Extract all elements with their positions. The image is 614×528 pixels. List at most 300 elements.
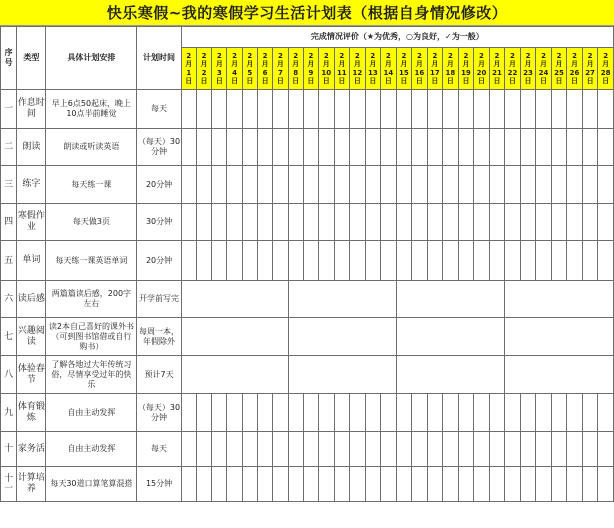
evaluation-cell[interactable] — [443, 467, 459, 502]
row-time: 每天 — [137, 432, 181, 467]
row-type: 单词 — [17, 241, 46, 281]
evaluation-cell[interactable] — [396, 241, 412, 281]
row-time: 20分钟 — [137, 241, 181, 281]
evaluation-cell[interactable] — [365, 90, 381, 129]
row-number: 六 — [1, 281, 17, 318]
evaluation-cell[interactable] — [288, 467, 303, 502]
evaluation-cell[interactable] — [365, 204, 381, 241]
evaluation-cell[interactable] — [474, 394, 490, 432]
evaluation-cell[interactable] — [350, 467, 366, 502]
evaluation-cell[interactable] — [489, 394, 505, 432]
evaluation-cell[interactable] — [350, 204, 366, 241]
date-header-10: 2 月 10 日 — [319, 48, 335, 90]
evaluation-cell[interactable] — [181, 394, 196, 432]
evaluation-cell[interactable] — [196, 432, 211, 467]
evaluation-cell[interactable] — [427, 204, 443, 241]
evaluation-cell[interactable] — [582, 432, 598, 467]
evaluation-cell[interactable] — [181, 204, 196, 241]
evaluation-cell[interactable] — [505, 467, 521, 502]
evaluation-cell[interactable] — [257, 467, 272, 502]
evaluation-cell[interactable] — [288, 318, 396, 356]
evaluation-cell[interactable] — [242, 204, 257, 241]
row-number: 五 — [1, 241, 17, 281]
evaluation-cell[interactable] — [505, 318, 614, 356]
evaluation-cell[interactable] — [365, 166, 381, 204]
evaluation-cell[interactable] — [212, 467, 227, 502]
evaluation-cell[interactable] — [242, 129, 257, 166]
evaluation-cell[interactable] — [567, 394, 583, 432]
evaluation-cell[interactable] — [350, 90, 366, 129]
evaluation-cell[interactable] — [520, 166, 536, 204]
evaluation-cell[interactable] — [288, 166, 303, 204]
evaluation-cell[interactable] — [319, 166, 335, 204]
evaluation-cell[interactable] — [536, 90, 552, 129]
evaluation-cell[interactable] — [505, 281, 614, 318]
evaluation-cell[interactable] — [381, 204, 397, 241]
evaluation-cell[interactable] — [181, 90, 196, 129]
evaluation-cell[interactable] — [396, 318, 505, 356]
evaluation-cell[interactable] — [582, 129, 598, 166]
row-time: 预计7天 — [137, 356, 181, 394]
evaluation-cell[interactable] — [350, 432, 366, 467]
evaluation-cell[interactable] — [505, 166, 521, 204]
evaluation-cell[interactable] — [257, 166, 272, 204]
evaluation-cell[interactable] — [474, 241, 490, 281]
evaluation-cell[interactable] — [458, 90, 474, 129]
evaluation-cell[interactable] — [582, 90, 598, 129]
evaluation-cell[interactable] — [319, 394, 335, 432]
evaluation-cell[interactable] — [489, 432, 505, 467]
date-header-20: 2 月 20 日 — [474, 48, 490, 90]
evaluation-cell[interactable] — [458, 467, 474, 502]
evaluation-cell[interactable] — [520, 432, 536, 467]
evaluation-cell[interactable] — [598, 90, 614, 129]
evaluation-cell[interactable] — [396, 394, 412, 432]
evaluation-cell[interactable] — [273, 241, 288, 281]
evaluation-cell[interactable] — [567, 241, 583, 281]
evaluation-cell[interactable] — [196, 241, 211, 281]
row-plan: 早上6点50起床，晚上10点半前睡觉 — [46, 90, 137, 129]
evaluation-cell[interactable] — [598, 204, 614, 241]
evaluation-cell[interactable] — [443, 204, 459, 241]
evaluation-cell[interactable] — [427, 432, 443, 467]
evaluation-cell[interactable] — [551, 394, 567, 432]
evaluation-cell[interactable] — [227, 467, 242, 502]
date-header-19: 2 月 19 日 — [458, 48, 474, 90]
evaluation-cell[interactable] — [273, 166, 288, 204]
date-header-12: 2 月 12 日 — [350, 48, 366, 90]
evaluation-cell[interactable] — [381, 432, 397, 467]
evaluation-cell[interactable] — [334, 90, 350, 129]
evaluation-cell[interactable] — [458, 166, 474, 204]
evaluation-cell[interactable] — [458, 241, 474, 281]
evaluation-cell[interactable] — [334, 432, 350, 467]
evaluation-cell[interactable] — [381, 394, 397, 432]
evaluation-cell[interactable] — [319, 90, 335, 129]
evaluation-cell[interactable] — [520, 204, 536, 241]
evaluation-cell[interactable] — [551, 166, 567, 204]
evaluation-cell[interactable] — [474, 432, 490, 467]
date-header-17: 2 月 17 日 — [427, 48, 443, 90]
evaluation-cell[interactable] — [350, 394, 366, 432]
evaluation-cell[interactable] — [520, 467, 536, 502]
date-header-15: 2 月 15 日 — [396, 48, 412, 90]
evaluation-cell[interactable] — [303, 241, 318, 281]
row-type: 读后感 — [17, 281, 46, 318]
evaluation-cell[interactable] — [396, 467, 412, 502]
evaluation-cell[interactable] — [520, 241, 536, 281]
evaluation-cell[interactable] — [427, 394, 443, 432]
evaluation-cell[interactable] — [273, 204, 288, 241]
evaluation-cell[interactable] — [489, 129, 505, 166]
evaluation-cell[interactable] — [334, 204, 350, 241]
evaluation-cell[interactable] — [242, 432, 257, 467]
evaluation-cell[interactable] — [443, 129, 459, 166]
evaluation-cell[interactable] — [458, 432, 474, 467]
evaluation-cell[interactable] — [412, 204, 428, 241]
date-header-16: 2 月 16 日 — [412, 48, 428, 90]
evaluation-cell[interactable] — [319, 432, 335, 467]
evaluation-cell[interactable] — [303, 204, 318, 241]
evaluation-cell[interactable] — [273, 432, 288, 467]
row-plan: 自由主动发挥 — [46, 394, 137, 432]
row-number: 七 — [1, 318, 17, 356]
evaluation-cell[interactable] — [257, 241, 272, 281]
header-num: 序号 — [1, 27, 17, 90]
evaluation-cell[interactable] — [551, 467, 567, 502]
evaluation-cell[interactable] — [227, 90, 242, 129]
evaluation-cell[interactable] — [227, 166, 242, 204]
evaluation-cell[interactable] — [181, 241, 196, 281]
date-header-8: 2 月 8 日 — [288, 48, 303, 90]
evaluation-cell[interactable] — [350, 129, 366, 166]
table-row — [1, 394, 614, 432]
evaluation-cell[interactable] — [227, 394, 242, 432]
evaluation-cell[interactable] — [489, 166, 505, 204]
row-time: 20分钟 — [137, 166, 181, 204]
row-time: （每天）30分钟 — [137, 394, 181, 432]
table-row — [1, 318, 614, 356]
evaluation-cell[interactable] — [365, 432, 381, 467]
evaluation-cell[interactable] — [551, 432, 567, 467]
evaluation-cell[interactable] — [212, 241, 227, 281]
evaluation-cell[interactable] — [212, 90, 227, 129]
evaluation-cell[interactable] — [536, 394, 552, 432]
row-number: 四 — [1, 204, 17, 241]
evaluation-cell[interactable] — [365, 467, 381, 502]
evaluation-cell[interactable] — [196, 166, 211, 204]
date-header-28: 2 月 28 日 — [598, 48, 614, 90]
evaluation-cell[interactable] — [196, 394, 211, 432]
evaluation-cell[interactable] — [212, 204, 227, 241]
evaluation-cell[interactable] — [412, 166, 428, 204]
evaluation-cell[interactable] — [242, 467, 257, 502]
evaluation-cell[interactable] — [567, 432, 583, 467]
evaluation-cell[interactable] — [242, 241, 257, 281]
evaluation-cell[interactable] — [288, 394, 303, 432]
evaluation-cell[interactable] — [227, 432, 242, 467]
evaluation-cell[interactable] — [567, 90, 583, 129]
evaluation-cell[interactable] — [242, 394, 257, 432]
evaluation-cell[interactable] — [381, 129, 397, 166]
evaluation-cell[interactable] — [427, 166, 443, 204]
row-time: 每天 — [137, 90, 181, 129]
evaluation-cell[interactable] — [212, 394, 227, 432]
evaluation-cell[interactable] — [257, 394, 272, 432]
evaluation-cell[interactable] — [458, 394, 474, 432]
evaluation-cell[interactable] — [412, 394, 428, 432]
row-time: 15分钟 — [137, 467, 181, 502]
row-plan: 了解各地过大年传统习俗，尽情享受过年的快乐 — [46, 356, 137, 394]
evaluation-cell[interactable] — [381, 241, 397, 281]
evaluation-cell[interactable] — [396, 129, 412, 166]
evaluation-cell[interactable] — [334, 467, 350, 502]
evaluation-cell[interactable] — [536, 166, 552, 204]
evaluation-cell[interactable] — [212, 129, 227, 166]
row-plan: 自由主动发挥 — [46, 432, 137, 467]
evaluation-cell[interactable] — [181, 356, 288, 394]
evaluation-cell[interactable] — [181, 281, 288, 318]
evaluation-cell[interactable] — [598, 432, 614, 467]
date-header-26: 2 月 26 日 — [567, 48, 583, 90]
row-time: （每天）30分钟 — [137, 129, 181, 166]
evaluation-cell[interactable] — [412, 90, 428, 129]
evaluation-cell[interactable] — [196, 129, 211, 166]
evaluation-cell[interactable] — [489, 241, 505, 281]
evaluation-cell[interactable] — [443, 241, 459, 281]
evaluation-cell[interactable] — [443, 432, 459, 467]
evaluation-cell[interactable] — [334, 129, 350, 166]
evaluation-cell[interactable] — [288, 356, 396, 394]
evaluation-cell[interactable] — [257, 90, 272, 129]
header-time: 计划时间 — [137, 27, 181, 90]
date-header-7: 2 月 7 日 — [273, 48, 288, 90]
evaluation-cell[interactable] — [181, 467, 196, 502]
evaluation-cell[interactable] — [567, 204, 583, 241]
date-header-2: 2 月 2 日 — [196, 48, 211, 90]
evaluation-cell[interactable] — [536, 432, 552, 467]
row-plan: 每天练一课英语单词 — [46, 241, 137, 281]
evaluation-cell[interactable] — [551, 241, 567, 281]
date-header-6: 2 月 6 日 — [257, 48, 272, 90]
evaluation-cell[interactable] — [598, 394, 614, 432]
row-type: 体验春节 — [17, 356, 46, 394]
row-number: 八 — [1, 356, 17, 394]
evaluation-cell[interactable] — [242, 166, 257, 204]
evaluation-cell[interactable] — [334, 241, 350, 281]
evaluation-cell[interactable] — [582, 204, 598, 241]
table-row — [1, 90, 614, 129]
evaluation-cell[interactable] — [242, 90, 257, 129]
row-plan: 每天练一课 — [46, 166, 137, 204]
evaluation-cell[interactable] — [196, 467, 211, 502]
evaluation-cell[interactable] — [474, 90, 490, 129]
evaluation-cell[interactable] — [303, 129, 318, 166]
evaluation-cell[interactable] — [257, 204, 272, 241]
row-plan: 每天30道口算笔算混搭 — [46, 467, 137, 502]
evaluation-cell[interactable] — [396, 166, 412, 204]
evaluation-cell[interactable] — [458, 204, 474, 241]
evaluation-cell[interactable] — [536, 241, 552, 281]
evaluation-cell[interactable] — [443, 394, 459, 432]
date-header-1: 2 月 1 日 — [181, 48, 196, 90]
evaluation-cell[interactable] — [598, 241, 614, 281]
date-header-3: 2 月 3 日 — [212, 48, 227, 90]
evaluation-cell[interactable] — [381, 90, 397, 129]
evaluation-cell[interactable] — [396, 356, 505, 394]
row-number: 十 — [1, 432, 17, 467]
evaluation-cell[interactable] — [303, 432, 318, 467]
evaluation-cell[interactable] — [227, 129, 242, 166]
evaluation-cell[interactable] — [412, 467, 428, 502]
evaluation-cell[interactable] — [273, 129, 288, 166]
date-header-25: 2 月 25 日 — [551, 48, 567, 90]
evaluation-cell[interactable] — [319, 204, 335, 241]
evaluation-cell[interactable] — [288, 129, 303, 166]
date-header-23: 2 月 23 日 — [520, 48, 536, 90]
evaluation-cell[interactable] — [443, 90, 459, 129]
evaluation-cell[interactable] — [567, 129, 583, 166]
row-type: 兴趣阅读 — [17, 318, 46, 356]
evaluation-cell[interactable] — [505, 129, 521, 166]
table-row — [1, 129, 614, 166]
evaluation-cell[interactable] — [489, 204, 505, 241]
evaluation-cell[interactable] — [303, 394, 318, 432]
table-row — [1, 281, 614, 318]
evaluation-cell[interactable] — [273, 394, 288, 432]
evaluation-cell[interactable] — [273, 90, 288, 129]
evaluation-cell[interactable] — [551, 90, 567, 129]
evaluation-cell[interactable] — [427, 241, 443, 281]
evaluation-cell[interactable] — [212, 432, 227, 467]
evaluation-cell[interactable] — [505, 356, 614, 394]
evaluation-cell[interactable] — [303, 166, 318, 204]
evaluation-cell[interactable] — [350, 166, 366, 204]
evaluation-cell[interactable] — [288, 204, 303, 241]
evaluation-cell[interactable] — [365, 394, 381, 432]
evaluation-cell[interactable] — [288, 432, 303, 467]
row-type: 计算培养 — [17, 467, 46, 502]
evaluation-cell[interactable] — [427, 467, 443, 502]
evaluation-cell[interactable] — [350, 241, 366, 281]
evaluation-cell[interactable] — [273, 467, 288, 502]
evaluation-cell[interactable] — [582, 394, 598, 432]
table-row — [1, 204, 614, 241]
evaluation-cell[interactable] — [505, 241, 521, 281]
row-type: 练字 — [17, 166, 46, 204]
row-number: 十一 — [1, 467, 17, 502]
evaluation-cell[interactable] — [381, 467, 397, 502]
evaluation-cell[interactable] — [536, 129, 552, 166]
evaluation-cell[interactable] — [458, 129, 474, 166]
evaluation-cell[interactable] — [582, 166, 598, 204]
evaluation-cell[interactable] — [319, 241, 335, 281]
evaluation-cell[interactable] — [303, 90, 318, 129]
evaluation-cell[interactable] — [227, 204, 242, 241]
row-type: 体育锻炼 — [17, 394, 46, 432]
evaluation-cell[interactable] — [412, 432, 428, 467]
evaluation-cell[interactable] — [319, 129, 335, 166]
evaluation-cell[interactable] — [489, 90, 505, 129]
table-row — [1, 166, 614, 204]
evaluation-cell[interactable] — [181, 432, 196, 467]
evaluation-cell[interactable] — [227, 241, 242, 281]
evaluation-cell[interactable] — [505, 204, 521, 241]
evaluation-cell[interactable] — [443, 166, 459, 204]
evaluation-cell[interactable] — [505, 394, 521, 432]
date-header-13: 2 月 13 日 — [365, 48, 381, 90]
evaluation-cell[interactable] — [536, 467, 552, 502]
header-type: 类型 — [17, 27, 46, 90]
evaluation-cell[interactable] — [520, 394, 536, 432]
date-header-21: 2 月 21 日 — [489, 48, 505, 90]
evaluation-cell[interactable] — [365, 241, 381, 281]
evaluation-cell[interactable] — [598, 467, 614, 502]
evaluation-cell[interactable] — [505, 90, 521, 129]
evaluation-cell[interactable] — [396, 432, 412, 467]
evaluation-cell[interactable] — [474, 467, 490, 502]
evaluation-cell[interactable] — [396, 90, 412, 129]
evaluation-cell[interactable] — [365, 129, 381, 166]
date-header-27: 2 月 27 日 — [582, 48, 598, 90]
evaluation-cell[interactable] — [567, 467, 583, 502]
evaluation-cell[interactable] — [288, 90, 303, 129]
evaluation-cell[interactable] — [396, 204, 412, 241]
evaluation-cell[interactable] — [551, 129, 567, 166]
evaluation-cell[interactable] — [474, 129, 490, 166]
evaluation-cell[interactable] — [520, 129, 536, 166]
evaluation-cell[interactable] — [381, 166, 397, 204]
evaluation-cell[interactable] — [257, 129, 272, 166]
evaluation-cell[interactable] — [582, 467, 598, 502]
evaluation-cell[interactable] — [412, 129, 428, 166]
evaluation-cell[interactable] — [427, 129, 443, 166]
evaluation-cell[interactable] — [551, 204, 567, 241]
evaluation-cell[interactable] — [412, 241, 428, 281]
evaluation-cell[interactable] — [334, 166, 350, 204]
evaluation-cell[interactable] — [489, 467, 505, 502]
evaluation-cell[interactable] — [288, 281, 396, 318]
evaluation-cell[interactable] — [396, 281, 505, 318]
evaluation-cell[interactable] — [520, 90, 536, 129]
evaluation-cell[interactable] — [181, 318, 288, 356]
evaluation-cell[interactable] — [196, 90, 211, 129]
evaluation-cell[interactable] — [288, 241, 303, 281]
date-header-18: 2 月 18 日 — [443, 48, 459, 90]
evaluation-cell[interactable] — [212, 166, 227, 204]
evaluation-cell[interactable] — [598, 129, 614, 166]
evaluation-cell[interactable] — [334, 394, 350, 432]
evaluation-cell[interactable] — [257, 432, 272, 467]
evaluation-cell[interactable] — [567, 166, 583, 204]
evaluation-cell[interactable] — [474, 204, 490, 241]
evaluation-cell[interactable] — [474, 166, 490, 204]
evaluation-cell[interactable] — [319, 467, 335, 502]
row-type: 朗读 — [17, 129, 46, 166]
evaluation-cell[interactable] — [303, 467, 318, 502]
evaluation-cell[interactable] — [582, 241, 598, 281]
evaluation-cell[interactable] — [181, 129, 196, 166]
header-evaluation: 完成情况评价（★为优秀，○为良好，✓为一般） — [181, 27, 613, 48]
evaluation-cell[interactable] — [181, 166, 196, 204]
evaluation-cell[interactable] — [536, 204, 552, 241]
row-time: 开学前写完 — [137, 281, 181, 318]
evaluation-cell[interactable] — [427, 90, 443, 129]
evaluation-cell[interactable] — [598, 166, 614, 204]
evaluation-cell[interactable] — [505, 432, 521, 467]
evaluation-cell[interactable] — [196, 204, 211, 241]
table-row — [1, 241, 614, 281]
